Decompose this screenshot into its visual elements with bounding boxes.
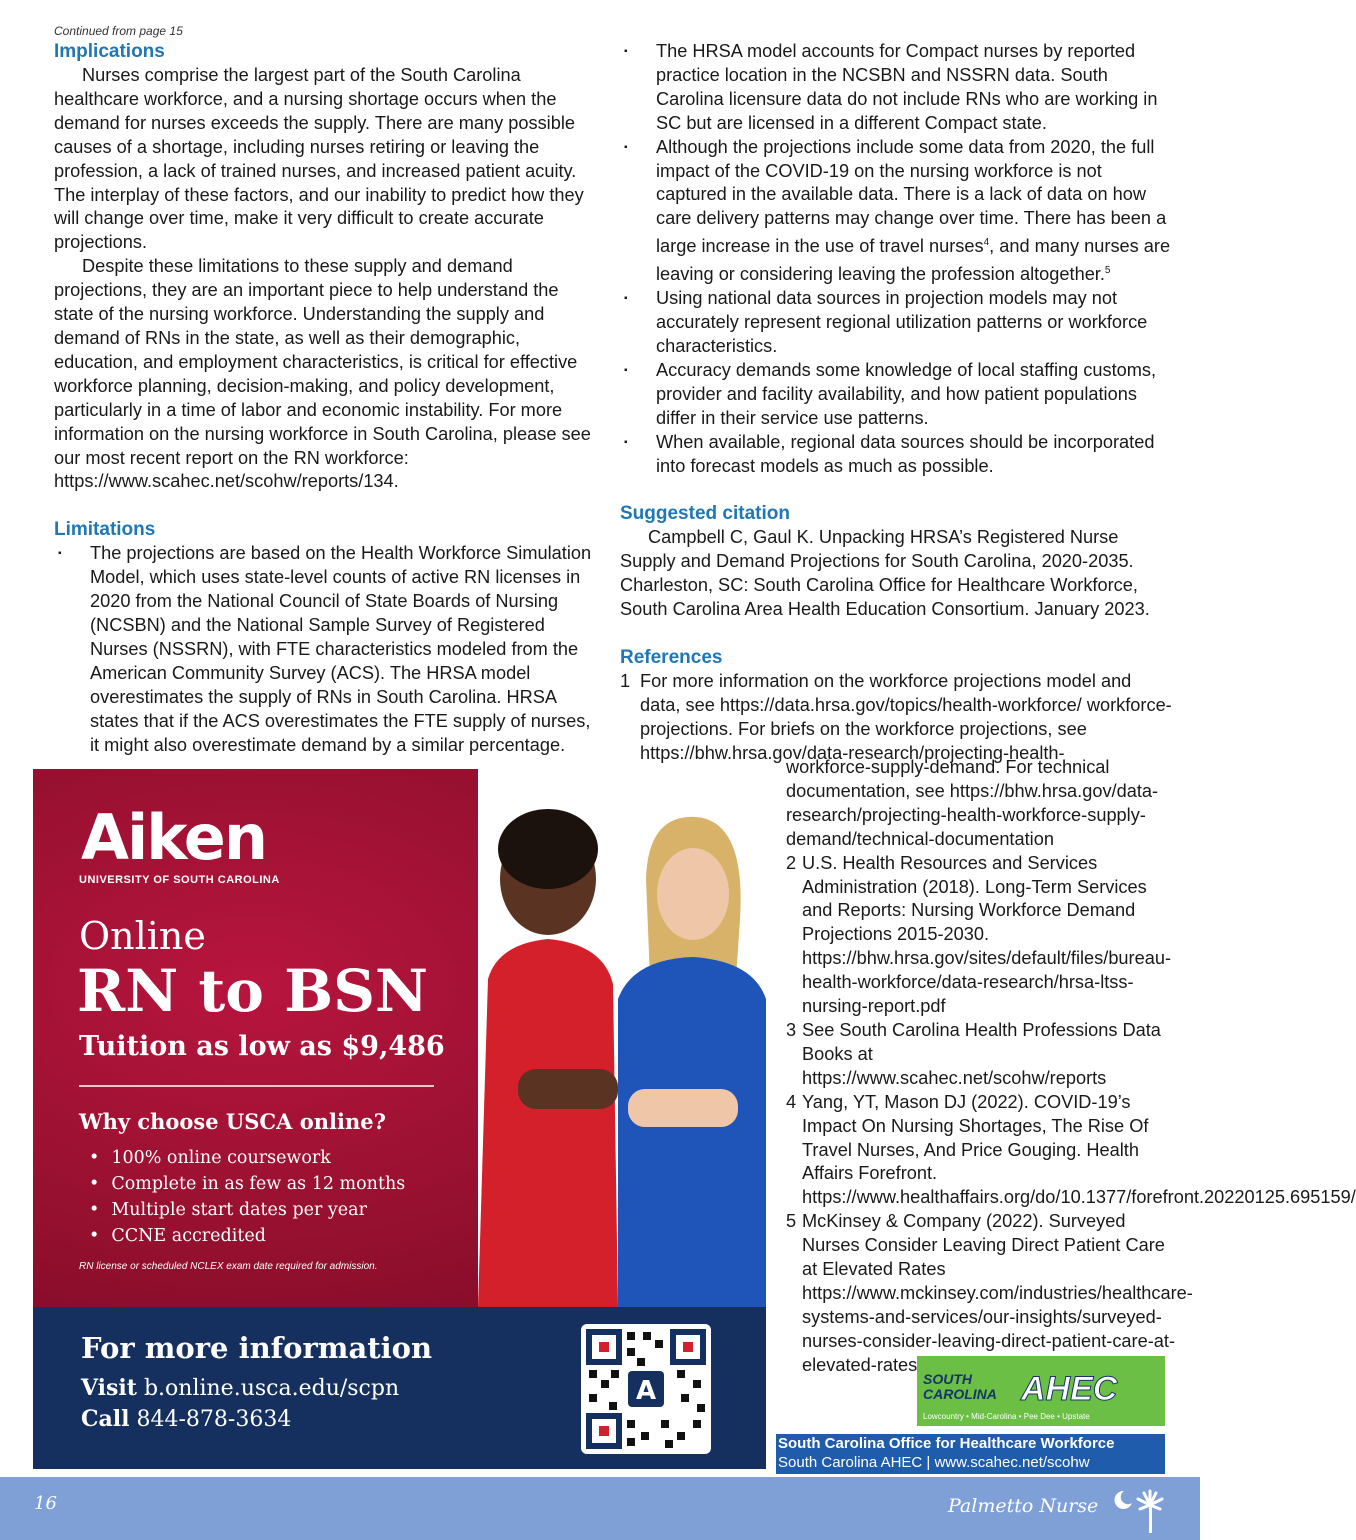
references-heading: References (620, 647, 723, 669)
limitations-list (54, 542, 600, 757)
visit-url[interactable]: b.online.usca.edu/scpn (143, 1376, 400, 1401)
limitations-list-continued (620, 40, 1172, 478)
ahec-sc-text: SOUTH CAROLINA (923, 1371, 997, 1402)
ahec-website[interactable]: South Carolina AHEC | www.scahec.net/scohw (778, 1454, 1090, 1471)
page-footer (0, 1477, 1200, 1540)
reference-number: 1 (620, 671, 631, 692)
ad-program-title: RN to BSN (77, 957, 429, 1025)
palmetto-moon-icon (1110, 1485, 1170, 1535)
reference-item (786, 1019, 1176, 1091)
limitation-item: ▪ Accuracy demands some knowledge of local staffing customs, provider and facility availability, and how patient populations differ in their service use patterns. (620, 359, 1172, 431)
ad-benefits-list (89, 1145, 405, 1249)
reference-number: 4 (786, 1091, 797, 1112)
references-list (620, 670, 1172, 766)
reference-item (786, 1091, 1356, 1211)
ad-benefit-item: • Multiple start dates per year (89, 1197, 405, 1223)
ad-benefit-item: • 100% online coursework (89, 1145, 405, 1171)
citation-heading: Suggested citation (620, 503, 790, 525)
reference-text-continued: workforce-supply-demand. For technical documentation, see https://bhw.hrsa.gov/data-research/projecting-health-workforce-supply-demand/technical-documentation (786, 757, 1159, 849)
right-column (620, 40, 1172, 766)
limitations-heading: Limitations (54, 519, 156, 541)
usca-advertisement[interactable] (33, 769, 766, 1469)
reference-text: See South Carolina Health Professions Data Books at https://www.scahec.net/scohw/reports (802, 1019, 1161, 1088)
magazine-title: Palmetto Nurse (948, 1495, 1099, 1517)
reference-text: Yang, YT, Mason DJ (2022). COVID-19’s Impact On Nursing Shortages, The Rise Of Travel Nurses, And Price Gouging. Health Affairs Forefront. https://www.healthaffairs.org/do/10.1377/forefront.20220125.695159/ (802, 1091, 1356, 1208)
reference-item (620, 670, 1172, 766)
ahec-wordmark: AHEC (1021, 1370, 1118, 1408)
footnote-ref: 5 (1104, 265, 1111, 277)
ad-call-line[interactable] (81, 1406, 291, 1432)
reference-item (786, 852, 1176, 1019)
limitation-item: ▪ Using national data sources in projection models may not accurately represent regional utilization patterns or workforce characteristics. (620, 287, 1172, 359)
implications-heading: Implications (54, 41, 165, 62)
nurses-photo (478, 769, 766, 1307)
continued-note: Continued from page 15 (54, 24, 183, 38)
ad-benefit-item: • Complete in as few as 12 months (89, 1171, 405, 1197)
aiken-logo-subtitle: UNIVERSITY OF SOUTH CAROLINA (79, 874, 280, 886)
call-label: Call (81, 1406, 130, 1432)
reference-item (786, 1210, 1193, 1377)
implications-paragraph-2: Despite these limitations to these supply and demand projections, they are an important piece to help understand the state of the nursing workforce. Understanding the supply and demand of RNs in the state, as well as their demographic, education, and employment characteristics, is critical for effective workforce planning, decision-making, and policy development, particularly in a time of labor and economic instability. For more information on the nursing workforce in South Carolina, please see our most recent report on the RN workforce: https://www.scahec.net/scohw/reports/134. (54, 256, 591, 492)
reference-text: McKinsey & Company (2022). Surveyed Nurses Consider Leaving Direct Patient Care at Elevated Rates https://www.mckinsey.com/industries/healthcare-systems-and-services/our-insights/surveyed-nurses-consider-leaving-direct-patient-care-at-elevated-rates (802, 1211, 1193, 1375)
call-number[interactable]: 844-878-3634 (136, 1407, 292, 1432)
ad-visit-line[interactable] (81, 1375, 399, 1401)
ahec-office-name: South Carolina Office for Healthcare Workforce (778, 1435, 1115, 1452)
reference-text: For more information on the workforce projections model and data, see https://data.hrsa.gov/topics/health-workforce/ workforce-projections. For briefs on the workforce projections, see https://bhw.hrsa.gov/data-research/projecting-health- (640, 671, 1172, 763)
reference-text: U.S. Health Resources and Services Administration (2018). Long-Term Services and Reports: Nursing Workforce Demand Projections 2015-2030. https://bhw.hrsa.gov/sites/default/files/bureau-health-workforce/data-research/hrsa-ltss-nursing-report.pdf (802, 852, 1172, 1017)
visit-label: Visit (81, 1375, 137, 1401)
ad-admission-note: RN license or scheduled NCLEX exam date required for admission. (79, 1261, 378, 1272)
limitation-item: ▪ The projections are based on the Health Workforce Simulation Model, which uses state-level counts of active RN licenses in 2020 from the National Council of State Boards of Nursing (NCSBN) and the National Sample Survey of Registered Nurses (NSSRN), with FTE characteristics modeled from the American Community Survey (ACS). The HRSA model overestimates the supply of RNs in South Carolina. HRSA states that if the ACS overestimates the FTE supply of nurses, it might also overestimate demand by a similar percentage. (54, 542, 600, 757)
implications-paragraph-1: Nurses comprise the largest part of the South Carolina healthcare workforce, and a nursing shortage occurs when the demand for nurses exceeds the supply. There are many possible causes of a shortage, including nurses retiring or leaving the profession, a lack of trained nurses, and increased patient acuity. The interplay of these factors, and our inability to predict how they will change over time, make it very difficult to create accurate projections. (54, 65, 584, 253)
references-continued (786, 756, 1356, 1378)
ahec-tagline: Lowcountry • Mid-Carolina • Pee Dee • Upstate (923, 1412, 1090, 1421)
limitation-item: ▪ The HRSA model accounts for Compact nurses by reported practice location in the NCSBN and NSSRN data. South Carolina licensure data do not include RNs who are working in SC but are licensed in a different Compact state. (620, 40, 1172, 136)
limitation-item: ▪ When available, regional data sources should be incorporated into forecast models as much as possible. (620, 431, 1172, 479)
aiken-logo: Aiken (81, 801, 266, 874)
page-number: 16 (34, 1493, 57, 1514)
limitation-text: , and many nurses are leaving or considering leaving the profession altogether. (656, 236, 1171, 285)
citation-text: Campbell C, Gaul K. Unpacking HRSA’s Registered Nurse Supply and Demand Projections for South Carolina, 2020-2035. Charleston, SC: South Carolina Office for Healthcare Workforce, South Carolina Area Health Education Consortium. January 2023. (620, 527, 1150, 620)
reference-number: 3 (786, 1019, 797, 1040)
ad-more-info: For more information (81, 1331, 433, 1365)
left-column (54, 40, 600, 757)
ad-tuition: Tuition as low as $9,486 (79, 1031, 445, 1062)
limitation-item (620, 136, 1172, 288)
limitation-text: Although the projections include some data from 2020, the full impact of the COVID-19 on the nursing workforce is not captured in the available data. There is a lack of data on how care delivery patterns may change over time. There has been a large increase in the use of travel nurses (656, 136, 1167, 257)
nurses-illustration (478, 769, 766, 1307)
svg-text:A: A (635, 1376, 657, 1406)
ad-divider (79, 1085, 434, 1087)
ad-online-label: Online (79, 914, 206, 958)
references-list-2 (786, 852, 1356, 1378)
ad-benefit-item: • CCNE accredited (89, 1223, 405, 1249)
reference-number: 5 (786, 1211, 797, 1232)
qr-code-icon (581, 1324, 711, 1454)
footnote-ref: 4 (983, 237, 990, 249)
ahec-office-bar (776, 1434, 1165, 1474)
qr-code[interactable] (581, 1324, 711, 1454)
sc-ahec-logo (917, 1356, 1165, 1426)
ad-why-heading: Why choose USCA online? (79, 1109, 386, 1134)
reference-number: 2 (786, 852, 797, 873)
